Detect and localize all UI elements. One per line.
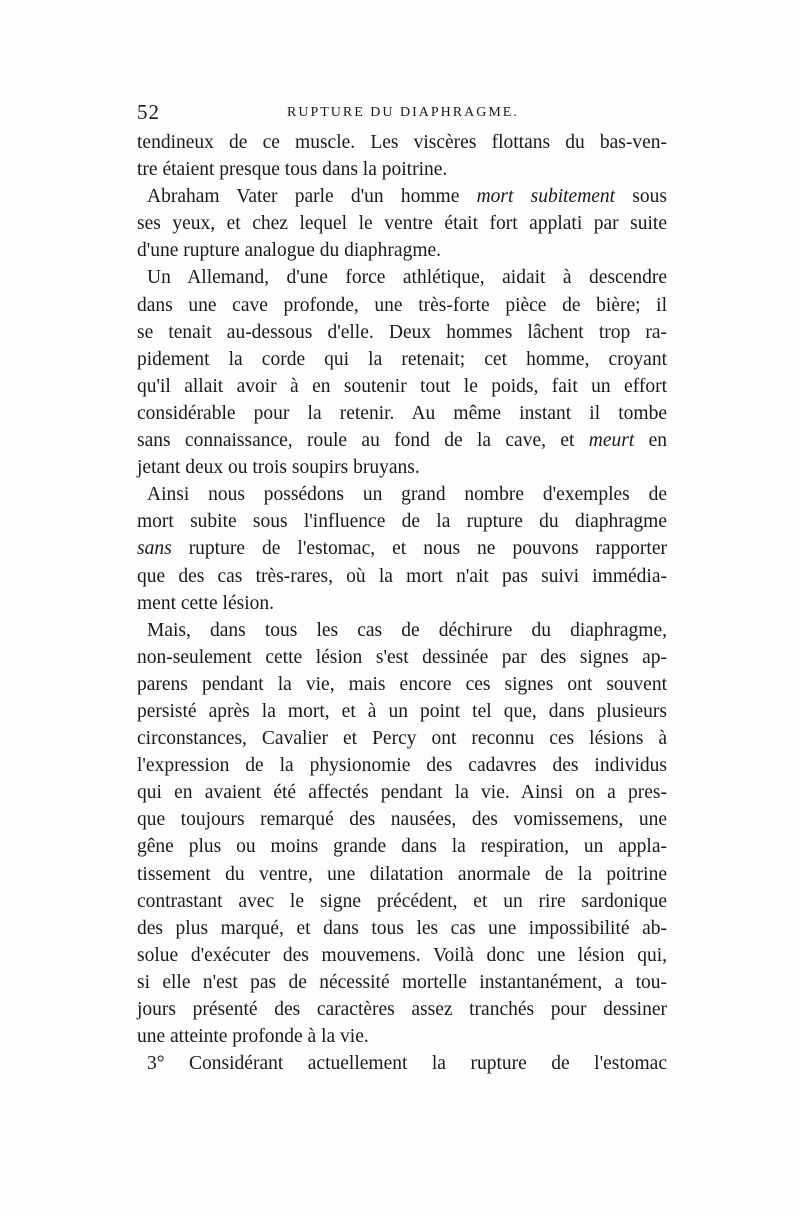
text-line: Un Allemand, d'une force athlétique, aidait à descendre (147, 267, 667, 289)
text-line: 3° Considérant actuellement la rupture de l'estomac (147, 1053, 667, 1075)
text-line: Ainsi nous possédons un grand nombre d'exemples de (147, 484, 667, 506)
text-line: dans une cave profonde, une très-forte pièce de bière; il (137, 294, 667, 316)
text-line: que toujours remarqué des nausées, des vomissemens, une (137, 809, 667, 831)
text-line: que des cas très-rares, où la mort n'ait pas suivi immédia- (137, 565, 667, 587)
text-line: mort subite sous l'influence de la rupture du diaphragme (137, 511, 667, 533)
text-line: persisté après la mort, et à un point tel que, dans plusieurs (137, 700, 667, 722)
emphasis-text: mort subitement (476, 186, 616, 208)
text-line: si elle n'est pas de nécessité mortelle instantanément, a tou- (137, 971, 667, 993)
text-line: ses yeux, et chez lequel le ventre était fort applati par suite (137, 213, 667, 235)
running-title: RUPTURE DU DIAPHRAGME. (287, 105, 519, 120)
text-line: qu'il allait avoir à en soutenir tout le poids, fait un effort (137, 375, 667, 397)
text-line: ment cette lésion. (137, 592, 274, 614)
text-line: des plus marqué, et dans tous les cas une impossibilité ab- (137, 917, 667, 939)
text-line: parens pendant la vie, mais encore ces signes ont souvent (137, 673, 667, 695)
text-run: sans connaissance, roule au fond de la cave, et (137, 430, 589, 452)
text-line (137, 427, 667, 454)
text-run: rupture de l'estomac, et nous ne pouvons rapporter (171, 538, 667, 560)
text-line: solue d'exécuter des mouvemens. Voilà donc une lésion qui, (137, 944, 667, 966)
text-line (137, 535, 667, 562)
text-line: d'une rupture analogue du diaphragme. (137, 240, 442, 262)
text-run: Abraham Vater parle d'un homme (147, 186, 477, 208)
text-run: sous (615, 186, 667, 208)
text-line (137, 183, 667, 210)
text-line: jetant deux ou trois soupirs bruyans. (137, 457, 420, 479)
text-line: considérable pour la retenir. Au même instant il tombe (137, 402, 667, 424)
page-number: 52 (137, 100, 160, 124)
emphasis-text: sans (137, 538, 172, 560)
text-line: une atteinte profonde à la vie. (137, 1026, 369, 1048)
text-line: tendineux de ce muscle. Les viscères flottans du bas-ven- (137, 132, 667, 153)
emphasis-text: meurt (588, 430, 635, 452)
text-line: se tenait au-dessous d'elle. Deux hommes lâchent trop ra- (137, 321, 667, 343)
text-line: contrastant avec le signe précédent, et un rire sardonique (137, 890, 667, 912)
text-line: pidement la corde qui la retenait; cet homme, croyant (137, 348, 667, 370)
text-line: tre étaient presque tous dans la poitrine. (137, 159, 448, 181)
running-head (137, 100, 667, 124)
text-line: Mais, dans tous les cas de déchirure du diaphragme, (147, 619, 667, 641)
text-line: non-seulement cette lésion s'est dessinée par des signes ap- (137, 646, 667, 668)
text-run: en (634, 430, 667, 452)
text-line: circonstances, Cavalier et Percy ont reconnu ces lésions à (137, 728, 667, 750)
body-text (137, 129, 667, 1077)
text-line: gêne plus ou moins grande dans la respiration, un appla- (137, 836, 667, 858)
text-line: l'expression de la physionomie des cadavres des individus (137, 755, 667, 777)
text-line: jours présenté des caractères assez tranchés pour dessiner (137, 999, 667, 1020)
text-line: tissement du ventre, une dilatation anormale de la poitrine (137, 863, 667, 885)
text-line: qui en avaient été affectés pendant la vie. Ainsi on a pres- (137, 782, 667, 804)
